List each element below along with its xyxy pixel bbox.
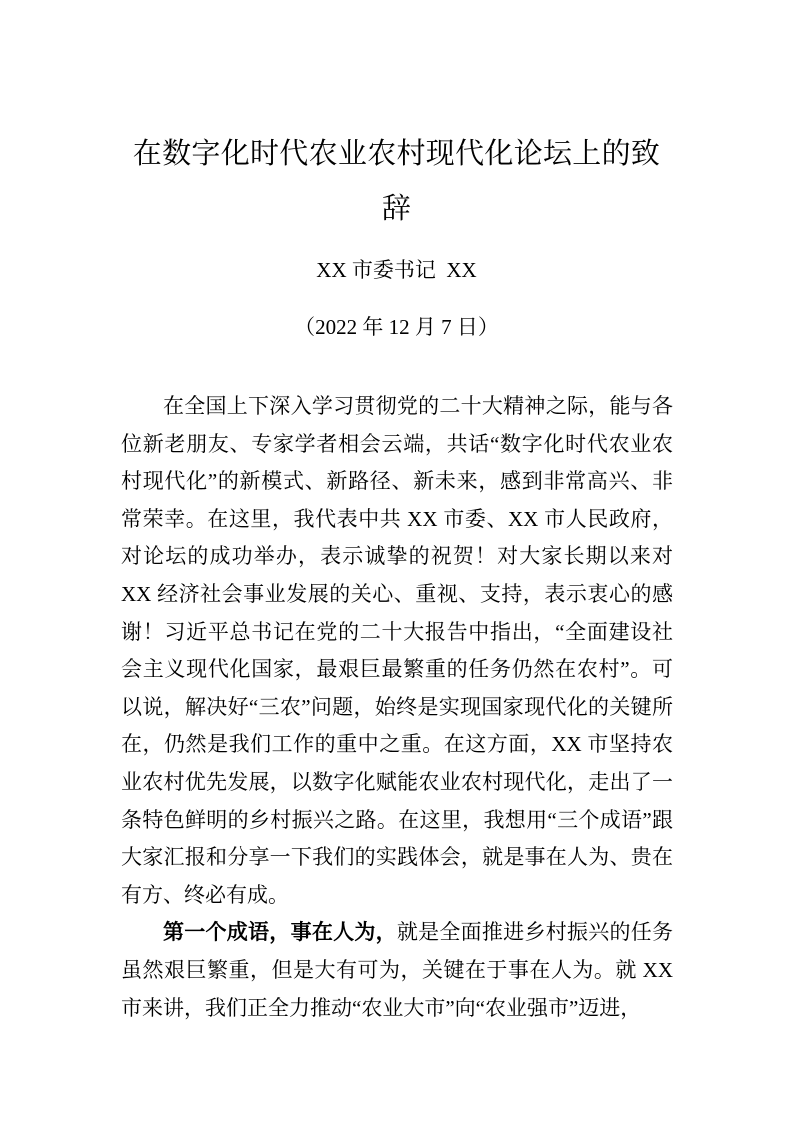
title-line: 辞	[381, 193, 412, 225]
text-segment: 在全国上下深入学习贯彻党的二十大精神之际，能与各位新老朋友、专家学者相会云端，共话“数字化时代农业农村现代化”的新模式、新路径、新未来，感到非常高兴、非常荣幸。在这里，我代表中共 XX 市委、XX 市人民政府，对论坛的成功举办，表示诚挚的祝贺！对大家长期以来对 XX 经济社会事业发展的关心、重视、支持，表示衷心的感谢！习近平总书记在党的二十大报告中指出，“全面建设社会主义现代化国家，最艰巨最繁重的任务仍然在农村”。可以说，解决好“三农”问题，始终是实现国家现代化的关键所在，仍然是我们工作的重中之重。在这方面，XX 市坚持农业农村优先发展，以数字化赋能农业农村现代化，走出了一条特色鲜明的乡村振兴之路。在这里，我想用“三个成语”跟大家汇报和分享一下我们的实践体会，就是事在人为、贵在有方、终必有成。	[121, 394, 673, 907]
document-title	[121, 127, 672, 237]
idiom-1-paragraph	[121, 914, 673, 1027]
title-line: 在数字化时代农业农村现代化论坛上的致	[132, 138, 661, 170]
text-segment: 就是全面推进乡村振兴的任务虽然艰巨繁重，但是大有可为，关键在于事在人为。就 XX 市来讲，我们正全力推动“农业大市”向“农业强市”迈进，	[121, 920, 674, 1020]
opening-paragraph	[121, 388, 673, 914]
date-line: （2022 年 12 月 7 日）	[294, 315, 499, 339]
bold-text-segment: 第一个成语，事在人为，	[163, 920, 397, 945]
author-line: XX 市委书记 XX	[316, 258, 477, 282]
document-body	[121, 388, 673, 1027]
